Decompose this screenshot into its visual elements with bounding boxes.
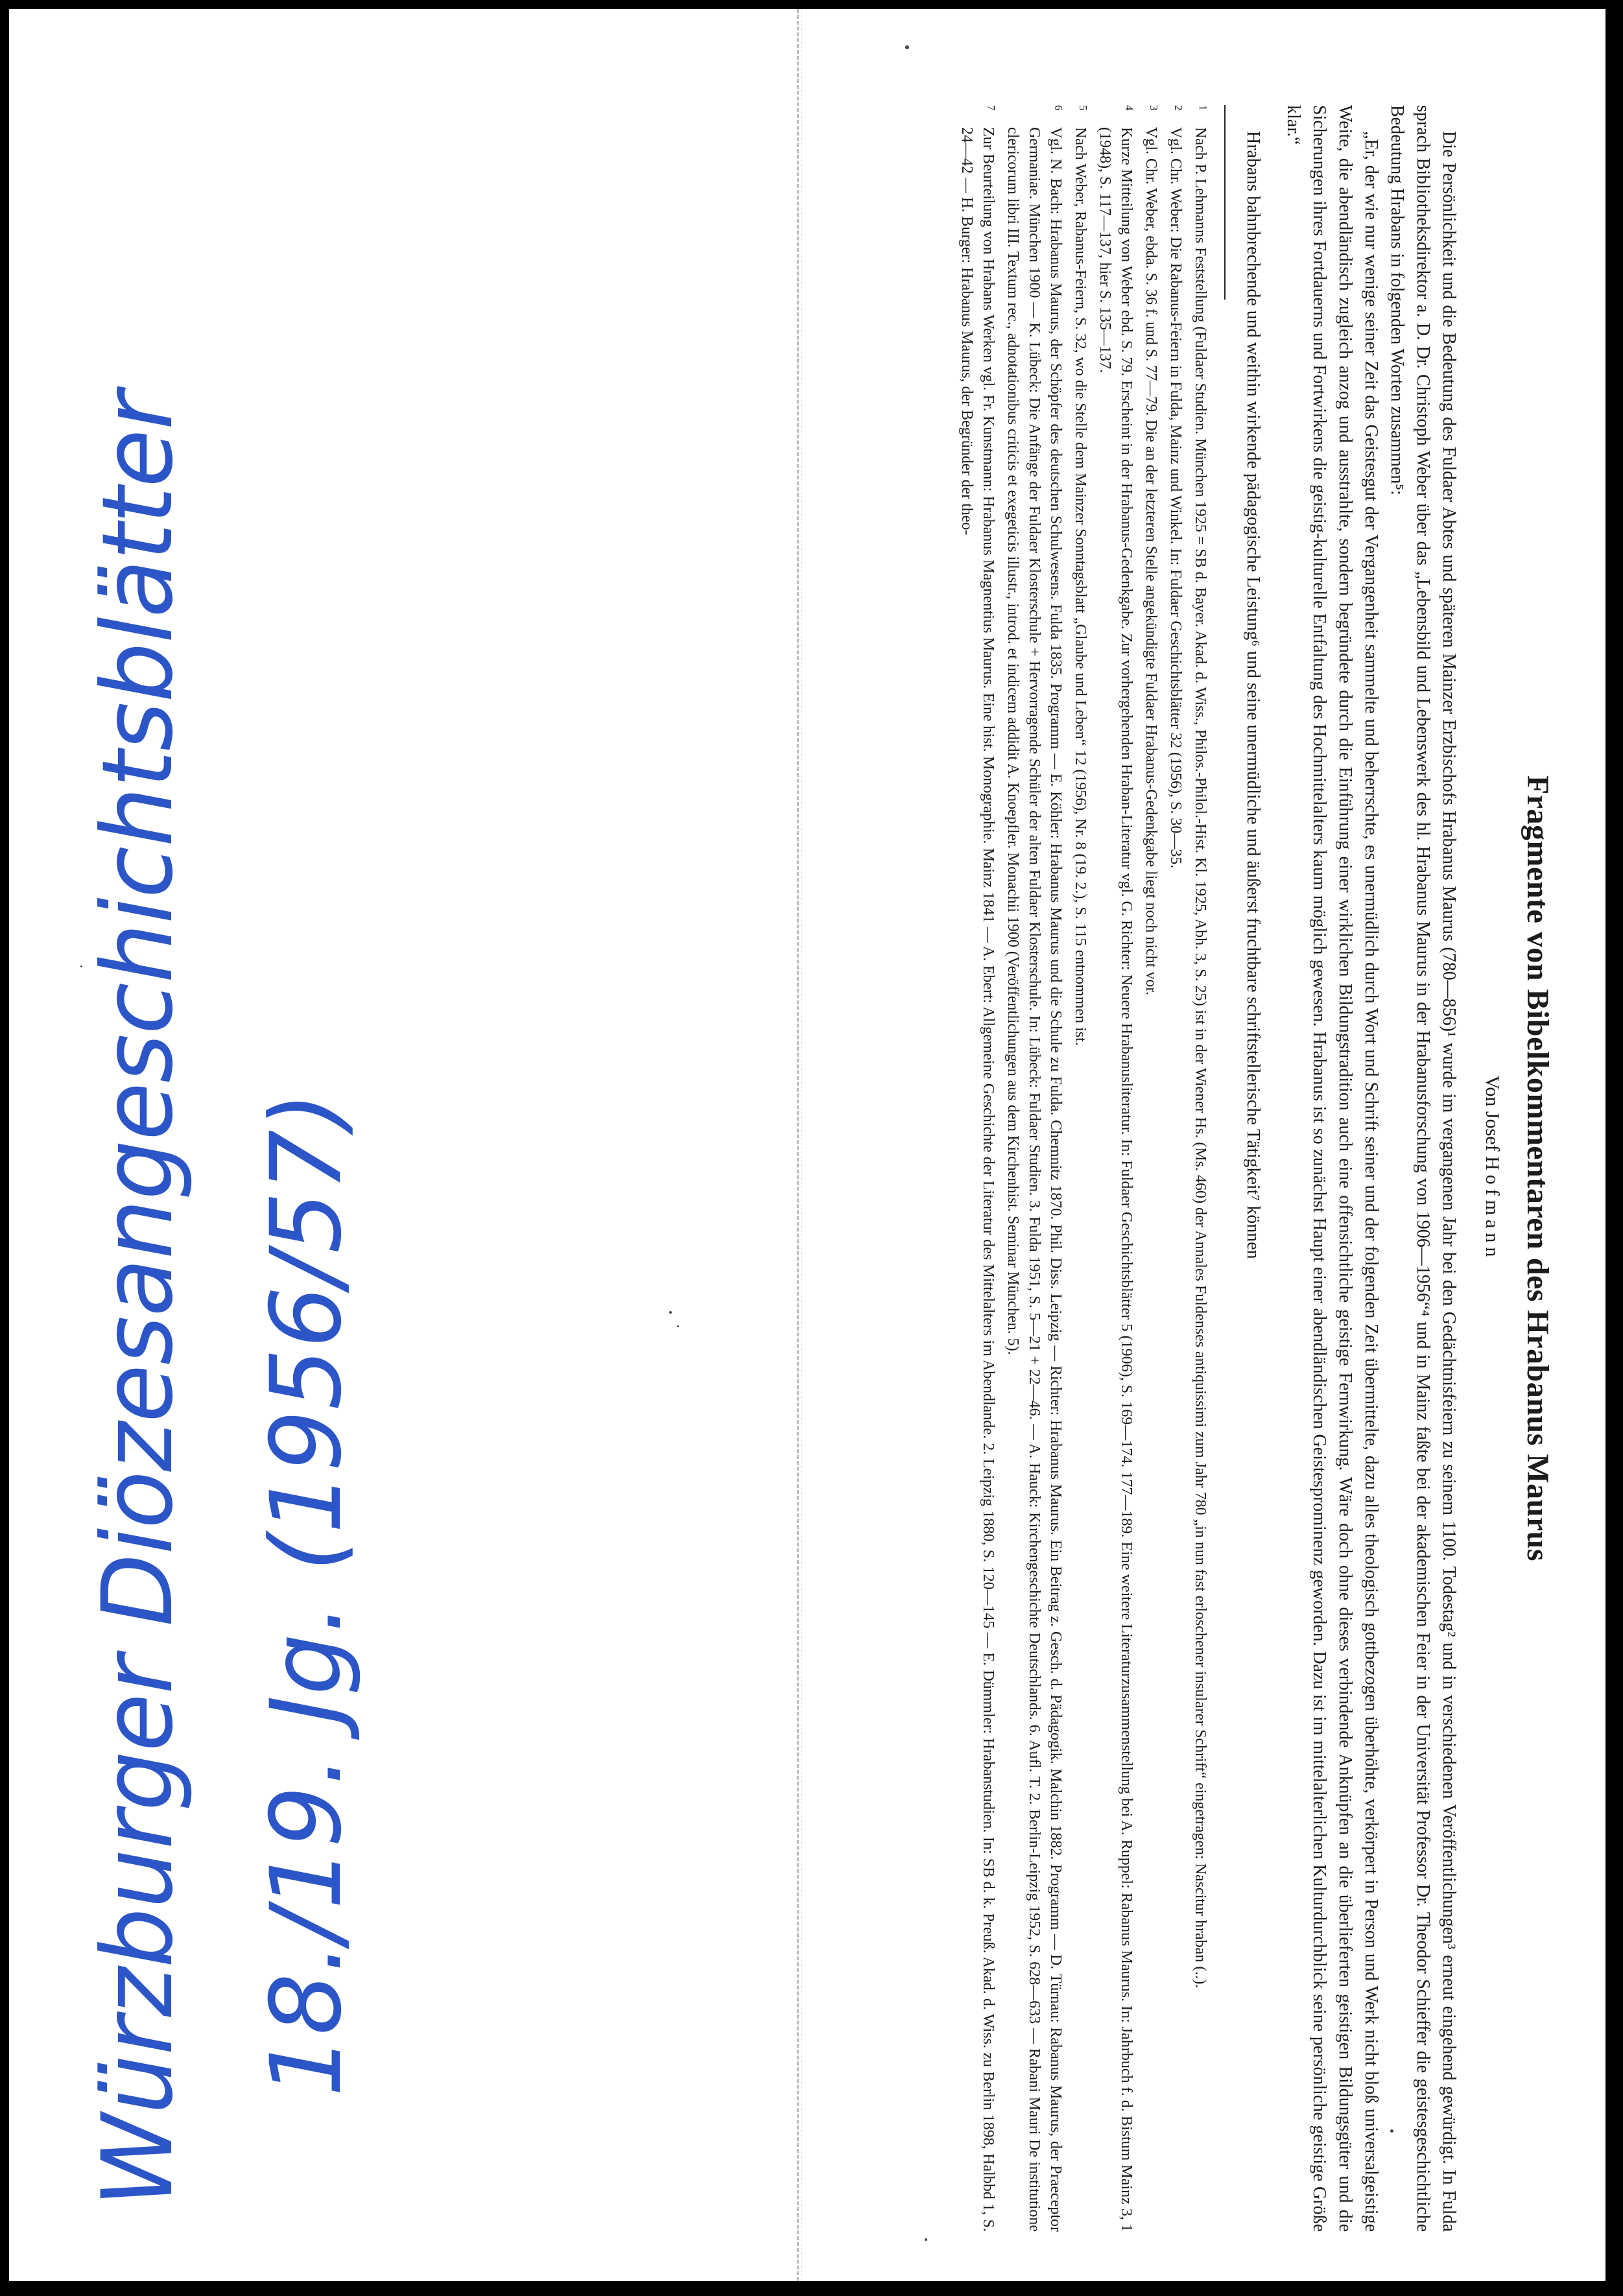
body-paragraph-1: Die Persönlichkeit und die Bedeutung des Fuldaer Abtes und späteren Mainzer Erzbischofs Hrabanus Maurus (780—856)¹ wurde im vergangenen Jahr bei den Gedächtnisfeiern zu seinem 1100. Todestag² und in verschiedenen Veröffentlichungen³ erneut eingehend gewürdigt. In Fulda sprach Bibliotheksdirektor a. D. Dr. Christoph Weber über das „Lebensbild und Lebenswerk des hl. Hrabanus Maurus in der Hrabanusforschung von 1906—1956“⁴ und in Mainz faßte bei der akademischen Feier in der Universität Professor Dr. Theodor Schieffer die geistesgeschichtliche Bedeutung Hrabans in folgenden Worten zusammen⁵: — [1387, 105, 1459, 2232]
article-column — [956, 105, 1556, 2232]
footnote-number: 3 — [1148, 105, 1160, 111]
scan-speck — [677, 1325, 679, 1327]
article-rotated-block — [820, 9, 1594, 2281]
footnote-number: 2 — [1172, 105, 1185, 111]
footnote-2 — [1165, 105, 1189, 2232]
footnote-text: Vgl. Chr. Weber, ebda. S. 36 f. und S. 77—79. Die an der letzteren Stelle angekündigte Fuldaer Hrabanus-Gedenkgabe liegt noch nicht vor. — [1143, 127, 1159, 995]
footnote-number: 4 — [1123, 105, 1135, 111]
footnote-text: Vgl. Chr. Weber: Die Rabanus-Feiern in Fulda, Mainz und Winkel. In: Fuldaer Geschichtsblätter 32 (1956), S. 30—35. — [1167, 127, 1184, 869]
footnote-6 — [1002, 105, 1069, 2232]
footnote-3 — [1140, 105, 1165, 2232]
scan-speck — [925, 2238, 927, 2241]
handwritten-annotation — [9, 9, 787, 2281]
article-byline — [1481, 105, 1503, 2232]
footnote-number: 5 — [1077, 105, 1089, 111]
scan-speck — [905, 45, 909, 49]
scan-speck — [1390, 2129, 1393, 2133]
footnote-4 — [1094, 105, 1140, 2232]
footnote-text: Nach Weber, Rabanus-Feiern, S. 32, wo die Stelle dem Mainzer Sonntagsblatt „Glaube und Leben“ 12 (1956), Nr. 8 (19. 2.), S. 115 entnommen ist. — [1072, 127, 1089, 1046]
footnote-text: Kurze Mitteilung von Weber ebd. S. 79. Erscheint in der Hrabanus-Gedenkgabe. Zur vorhergehenden Hraban-Literatur vgl. G. Richter: Neuere Hrabanusliteratur. In: Fuldaer Geschichtsblätter 5 (1906), S. 169—174. 177—189. Eine weitere Literaturzusammenstellung bei A. Ruppel: Rabanus Maurus. In: Jahrbuch f. d. Bistum Mainz 3, 1 (1948), S. 117—137, hier S. 135—137. — [1096, 127, 1135, 2232]
fold-line-shadow — [801, 9, 802, 2281]
footnote-1 — [1189, 105, 1214, 2232]
scan-speck — [80, 965, 82, 967]
fold-line — [797, 9, 799, 2281]
footnote-7 — [956, 105, 1002, 2232]
footnote-number: 6 — [1052, 105, 1065, 111]
handwritten-volume-year: 18./19. Jg. (1956/57) — [250, 1091, 363, 2097]
body-quote: „Er, der wie nur wenige seiner Zeit das Geistesgut der Vergangenheit sammelte und beherrschte, es unermüdlich durch Wort und Schrift seiner und der folgenden Zeit übermittelte, dazu alles theologisch gottbezogen überhöhte, verkörpert in Person und Werk nicht bloß universalgeistige Weite, die abendländisch zugleich anzog und ausstrahlte, sondern begründete durch die Einführung einer wirklichen Bildungstradition auch eine offensichtliche geistige Fernwirkung. Wäre doch ohne dieses verbindende Anknüpfen an die überlieferten geistigen Bildungsgüter und die Sicherungen ihres Fortdauerns und Fortwirkens die geistig-kulturelle Entfaltung des Hochmittelalters kaum möglich gewesen. Hrabanus ist so zunächst Haupt einer abendländischen Geistesprominenz geworden. Dazu ist im mittelalterlichen Kulturdurchblick seine persönliche geistige Größe klar.“ — [1283, 105, 1381, 2232]
scanned-page — [9, 9, 1605, 2281]
body-paragraph-2: Hrabans bahnbrechende und weithin wirkende pädagogische Leistung⁶ und seine unermüdliche und äußerst fruchtbare schriftstellerische Tätigkeit⁷ können — [1243, 131, 1263, 1259]
byline-prefix: Von Josef — [1482, 1075, 1503, 1152]
footnote-number: 1 — [1197, 105, 1209, 111]
footnote-text: Vgl. N. Bach: Hrabanus Maurus, der Schöpfer des deutschen Schulwesens. Fulda 1835. Programm — E. Köhler: Hrabanus Maurus und die Schule zu Fulda. Chemnitz 1870. Phil. Diss. Leipzig — Richter: Hrabanus Maurus. Ein Beitrag z. Gesch. d. Pädagogik. Malchin 1882. Programm — D. Türnau: Rabanus Maurus, der Praeceptor Germaniae. München 1900 — K. Lübeck: Die Anfänge der Fuldaer Klosterschule + Hervorragende Schüler der alten Fuldaer Klosterschule. In: Lübeck: Fuldaer Studien. 3. Fulda 1951, S. 5—21 + 22—46. — A. Hauck: Kirchengeschichte Deutschlands. 6. Aufl. T. 2. Berlin-Leipzig 1952, S. 628—633 — Rabani Mauri De institutione clericorum libri III. Textum rec., adnotationibus criticis et exegeticis illustr., introd. et indicem addidit A. Knoepfler. Monachii 1900 (Veröffentlichungen aus dem Kirchenhist. Seminar München. 5). — [1004, 127, 1064, 2232]
author-name: Hofmann — [1482, 1156, 1503, 1262]
handwritten-journal-name: Würzburger Diözesangeschichtsblätter — [82, 338, 195, 2207]
scan-speck — [669, 1311, 672, 1314]
footnote-number: 7 — [985, 105, 997, 111]
footnote-5 — [1069, 105, 1094, 2232]
footnote-rule — [1224, 105, 1226, 300]
article-title: Fragmente von Bibelkommentaren des Hrabanus Maurus — [1521, 775, 1555, 1562]
footnote-text: Zur Beurteilung von Hrabans Werken vgl. Fr. Kunstmann: Hrabanus Magnentius Maurus. Eine hist. Monographie. Mainz 1841 — A. Ebert: Allgemeine Geschichte der Literatur des Mittelalters im Abendlande. 2. Leipzig 1880, S. 120—145 — E. Dümmler: Hrabanstudien. In: SB d. k. Preuß. Akad. d. Wiss. zu Berlin 1898, Halbbd 1, S. 24—42 — H. Burger: Hrabanus Maurus, der Begründer der theo- — [958, 127, 997, 2232]
footnote-text: Nach P. Lehmanns Feststellung (Fuldaer Studien. München 1925 = SB d. Bayer. Akad. d. Wiss., Philos.-Philol.-Hist. Kl. 1925, Abh. 3, S. 25) ist in der Wiener Hs. (Ms. 460) der Annales Fuldenses antiquissimi zum Jahr 780 „in nun fast erloschener insularer Schrift“ eingetragen: Nascitur hraban (..). — [1192, 127, 1209, 1989]
